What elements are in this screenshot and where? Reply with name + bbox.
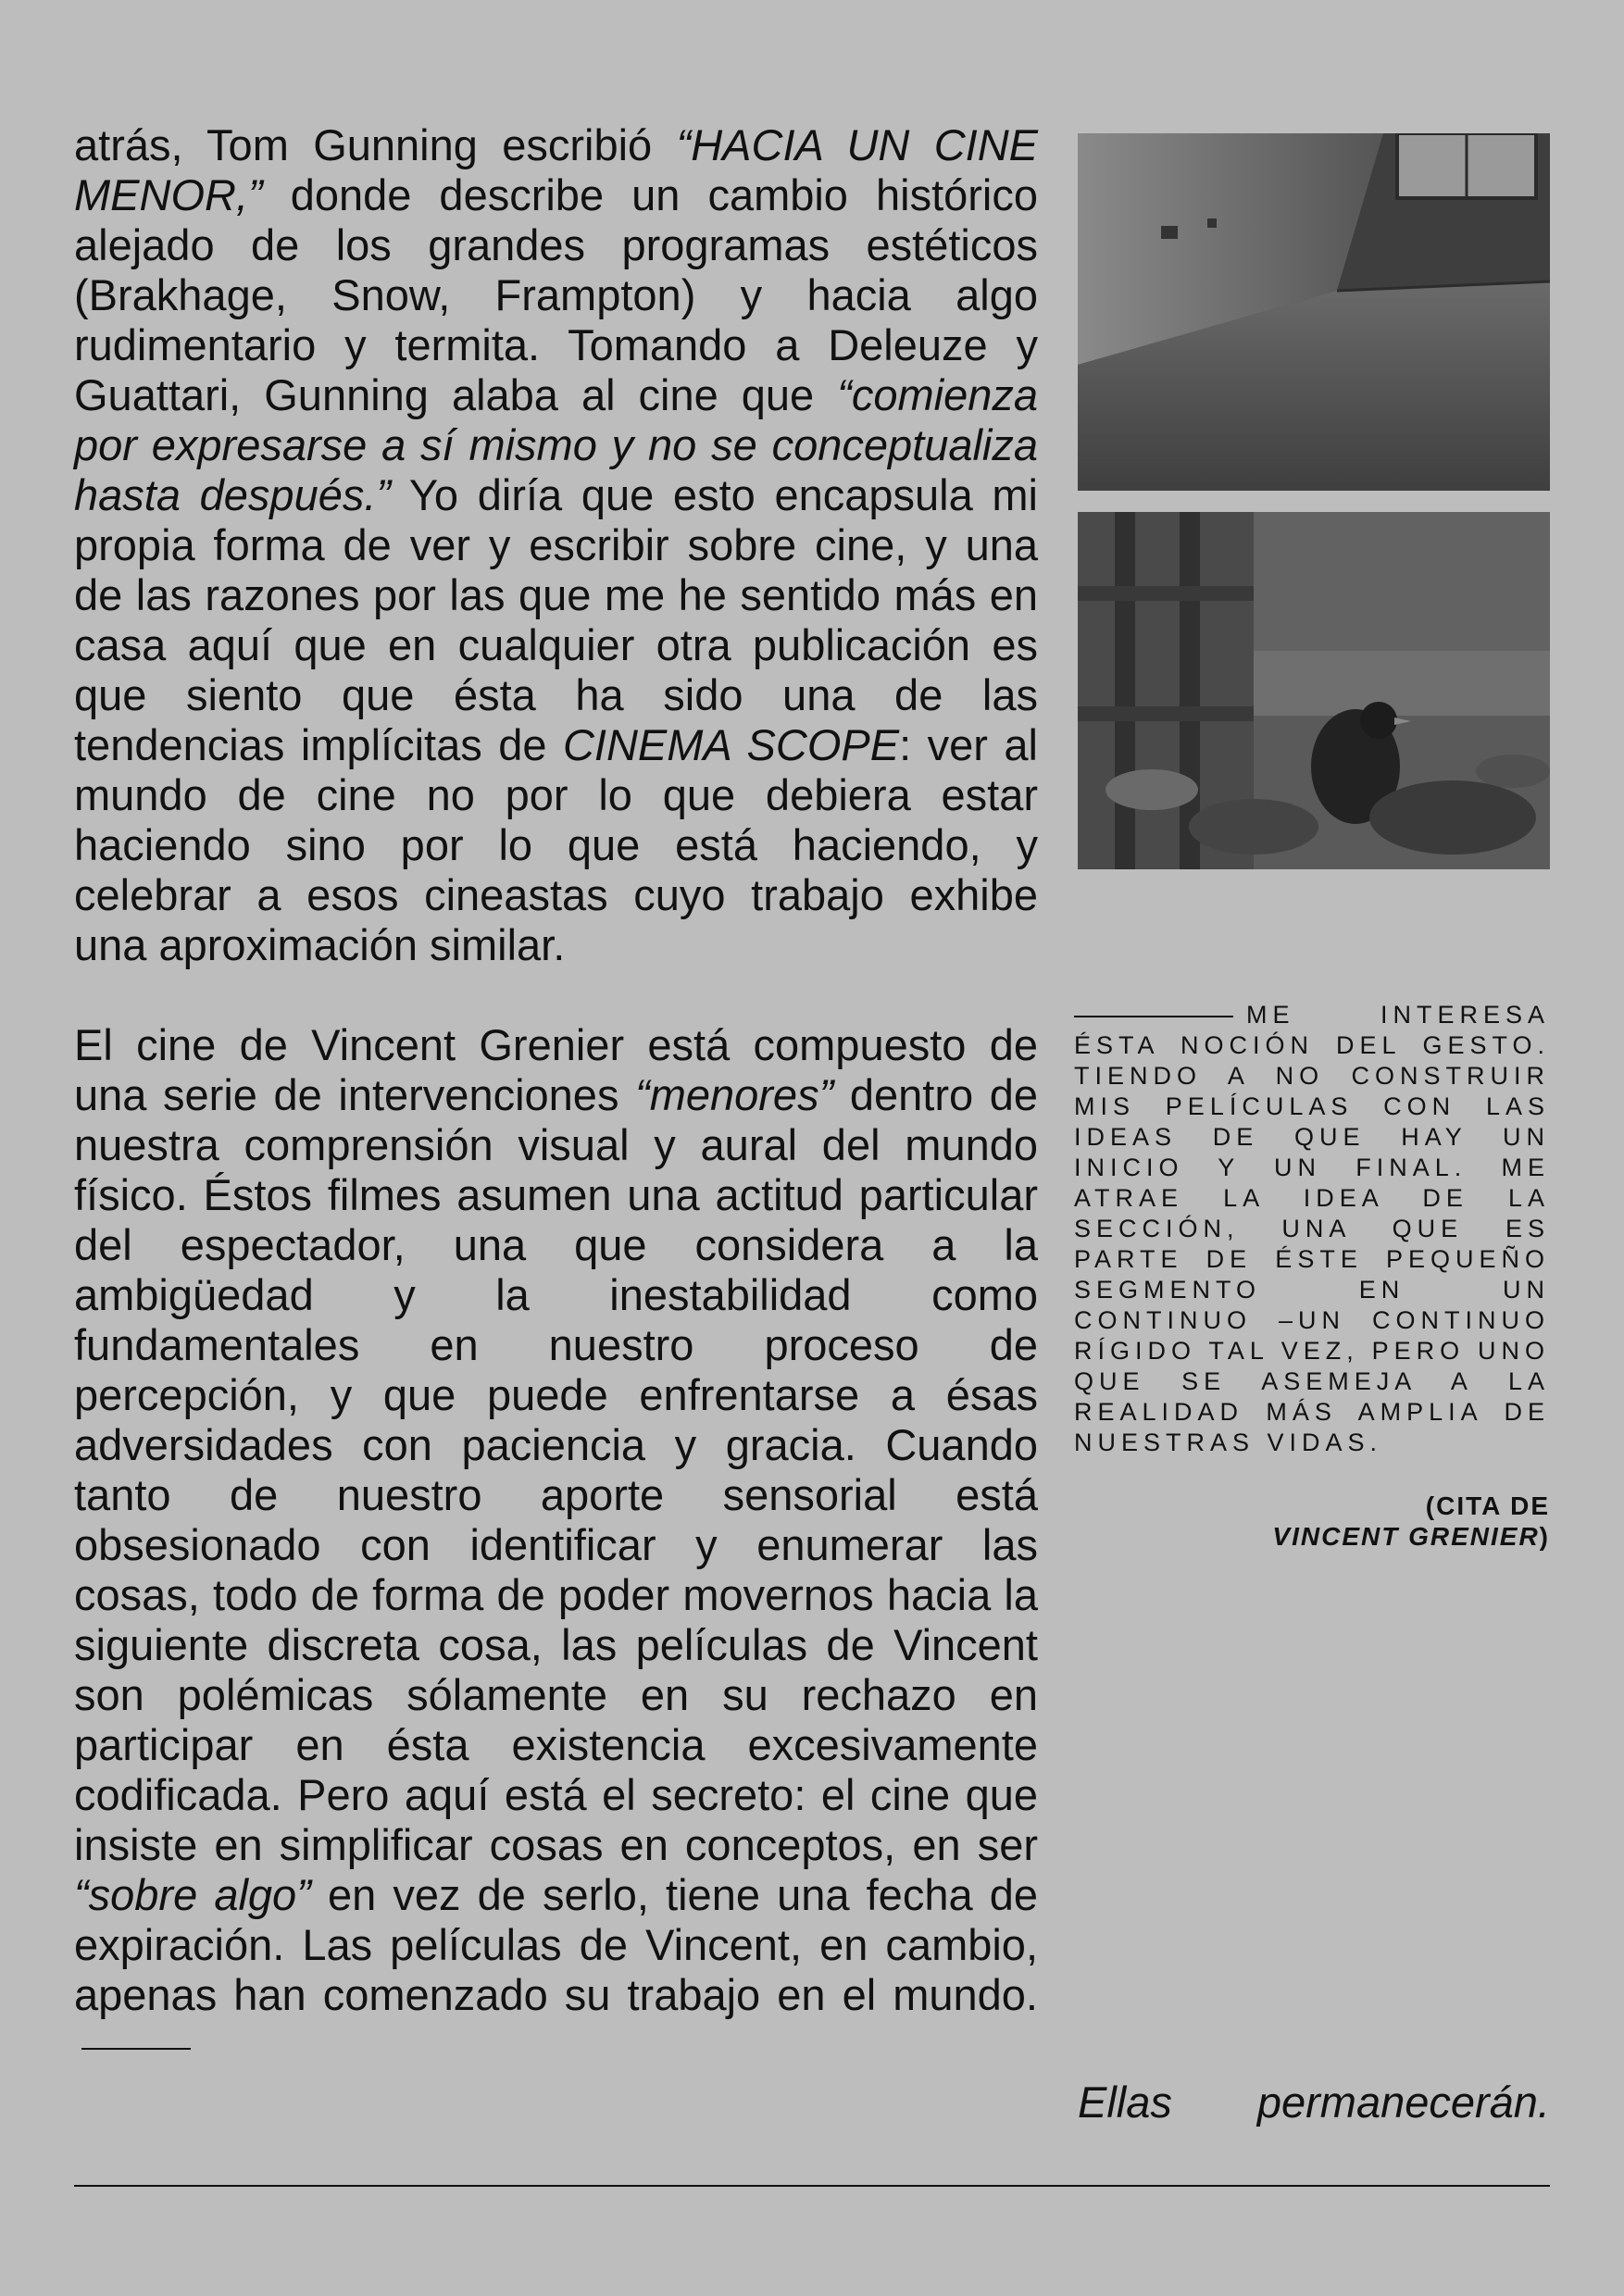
closing-line — [1078, 2078, 1550, 2128]
p1-text-4: : ver al mundo de cine no por lo que debiera estar haciendo sino por lo que está haciendo, y celebrar a esos cineastas cuyo trabajo exhibe una aproximación similar. — [74, 720, 1038, 969]
p2-italic-menores: “menores” — [635, 1070, 834, 1119]
photo-bird-on-fence — [1078, 512, 1550, 869]
pull-quote — [1074, 1000, 1550, 1458]
p1-italic-title: “HACIA UN CINE MENOR,” — [74, 120, 1038, 219]
quote-text: ME INTERESA ÉSTA NOCIÓN DEL GESTO. TIENDO A NO CONSTRUIR MIS PELÍCULAS CON LAS IDEAS DE QUE HAY UN INICIO Y UN FINAL. ME ATRAE LA IDEA DE LA SECCIÓN, UNA QUE ES PARTE DE ÉSTE PEQUEÑO SEGMENTO EN UN CONTINUO –UN CONTINUO RÍGIDO TAL VEZ, PERO UNO QUE SE ASEMEJA A LA REALIDAD MÁS AMPLIA DE NUESTRAS VIDAS. — [1074, 1001, 1550, 1456]
p1-text-2: donde describe un cambio histórico alejado de los grandes programas estéticos (Brakhage, Snow, Frampton) y hacia algo rudimentario y termita. Tomando a Deleuze y Guattari, Gunning alaba al cine que — [74, 170, 1038, 419]
p1-italic-publication: CINEMA SCOPE — [562, 720, 900, 769]
p2-text-1: El cine de Vincent Grenier está compuesto de una serie de intervenciones — [74, 1020, 1038, 1119]
p2-italic-sobre-algo: “sobre algo” — [74, 1870, 311, 1919]
quote-citation — [1074, 1491, 1550, 1552]
end-dash — [81, 2048, 191, 2050]
closing-word-2: permanecerán. — [1256, 2078, 1550, 2127]
bird-fence-image — [1078, 512, 1550, 869]
empty-room-image — [1078, 133, 1550, 491]
photo-empty-room — [1078, 133, 1550, 491]
quote-dash — [1074, 1016, 1233, 1017]
p1-text-3: Yo diría que esto encapsula mi propia forma de ver y escribir sobre cine, y una de las razones por las que me he sentido más en casa aquí que en cualquier otra publicación es que siento que ésta ha sido una de las tendencias implícitas de — [74, 470, 1038, 769]
cite-prefix: (CITA DE — [1425, 1491, 1550, 1520]
bottom-rule — [74, 2185, 1550, 2187]
closing-word-1: Ellas — [1078, 2078, 1172, 2127]
paragraph-2 — [74, 1020, 1038, 2070]
p2-text-2: dentro de nuestra comprensión visual y aural del mundo físico. Éstos filmes asumen una actitud particular del espectador, una que considera a la ambigüedad y la inestabilidad como fundamentales en nuestro proceso de percepción, y que puede enfrentarse a ésas adversidades con paciencia y gracia. Cuando tanto de nuestro aporte sensorial está obsesionado con identificar y enumerar las cosas, todo de forma de poder movernos hacia la siguiente discreta cosa, las películas de Vincent son polémicas sólamente en su rechazo en participar en ésta existencia excesivamente codificada. Pero aquí está el secreto: el cine que insiste en simplificar cosas en conceptos, en ser — [74, 1070, 1038, 1869]
p2-text-3: en vez de serlo, tiene una fecha de expiración. Las películas de Vincent, en cambio, apenas han comenzado su trabajo en el mundo. — [74, 1870, 1038, 2019]
paragraph-1 — [74, 120, 1038, 970]
cite-suffix: ) — [1539, 1522, 1550, 1551]
p1-text-1: atrás, Tom Gunning escribió — [74, 120, 677, 169]
cite-name: VINCENT GRENIER — [1272, 1522, 1540, 1551]
p1-italic-quote: “comienza por expresarse a sí mismo y no se conceptualiza hasta después.” — [74, 370, 1038, 519]
article-body — [74, 120, 1038, 2070]
